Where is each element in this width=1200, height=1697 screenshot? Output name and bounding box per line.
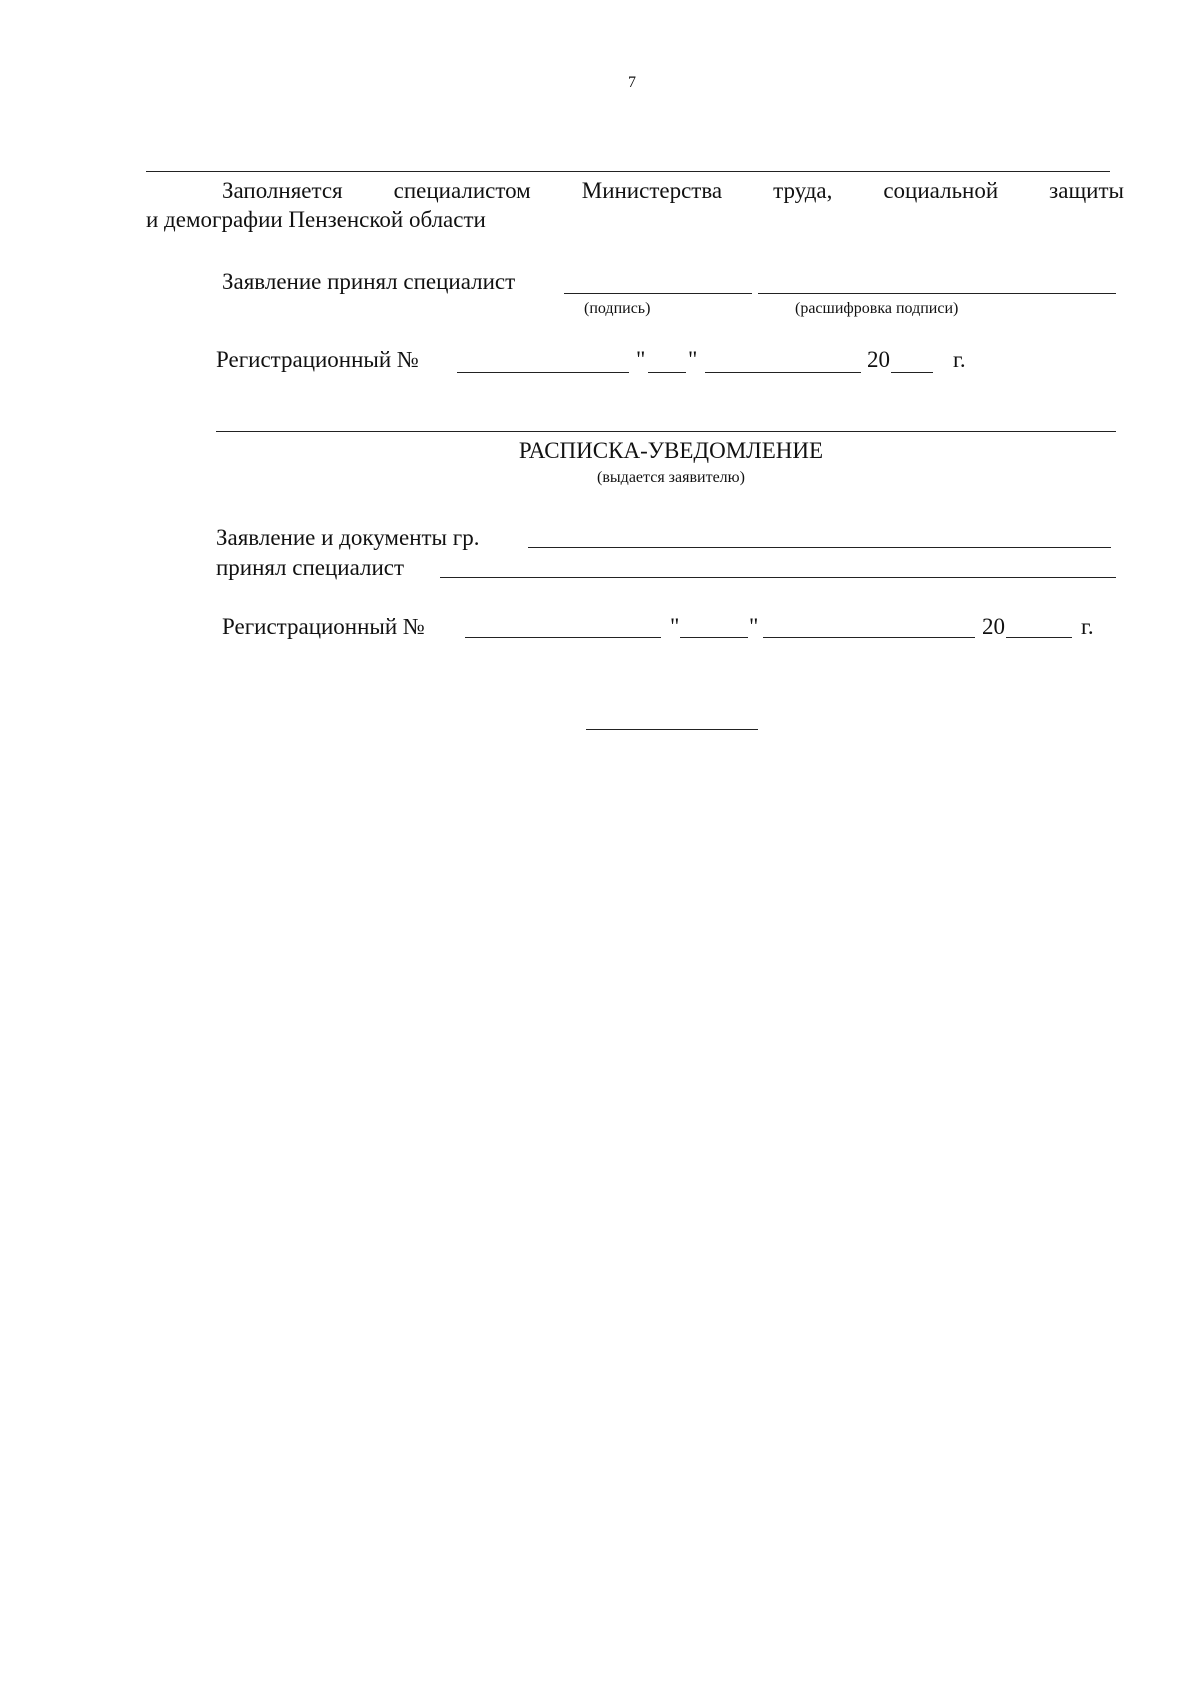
receipt-month-field[interactable] — [763, 637, 975, 638]
year-prefix: 20 — [867, 347, 890, 372]
reg-day-field[interactable] — [648, 372, 686, 373]
receipt-accepted-label: принял специалист — [216, 555, 405, 580]
signature-decode-caption: (расшифровка подписи) — [795, 300, 959, 317]
receipt-reg-label: Регистрационный № — [222, 614, 425, 639]
receipt-year-suffix: г. — [1081, 614, 1094, 639]
reg-year-field[interactable] — [891, 372, 933, 373]
reg-month-field[interactable] — [705, 372, 861, 373]
quote-open: " — [636, 347, 646, 372]
cut-line — [216, 431, 1116, 432]
reg-number-field[interactable] — [457, 372, 629, 373]
top-divider — [146, 171, 1110, 172]
receipt-specialist-field[interactable] — [440, 577, 1116, 578]
accepted-label: Заявление принял специалист — [222, 269, 516, 294]
receipt-year-field[interactable] — [1006, 637, 1072, 638]
receipt-reg-number-field[interactable] — [465, 637, 661, 638]
receipt-quote-open: " — [670, 614, 680, 639]
end-divider — [586, 729, 758, 730]
signature-caption: (подпись) — [584, 300, 651, 317]
receipt-day-field[interactable] — [680, 637, 748, 638]
receipt-year-prefix: 20 — [982, 614, 1005, 639]
reg-label: Регистрационный № — [216, 347, 419, 372]
receipt-quote-close: " — [749, 614, 759, 639]
intro-line-2: и демографии Пензенской области — [146, 207, 486, 232]
docs-label: Заявление и документы гр. — [216, 525, 480, 550]
signature-decode-field[interactable] — [758, 293, 1116, 294]
signature-field[interactable] — [564, 293, 752, 294]
year-suffix: г. — [953, 347, 966, 372]
intro-line-1: Заполняется специалистом Министерства труда, социальной защиты — [222, 178, 1124, 203]
citizen-name-field[interactable] — [528, 547, 1111, 548]
quote-close: " — [688, 347, 698, 372]
receipt-title: РАСПИСКА-УВЕДОМЛЕНИЕ — [518, 438, 824, 463]
page-number: 7 — [628, 74, 636, 91]
receipt-subtitle: (выдается заявителю) — [597, 469, 745, 486]
